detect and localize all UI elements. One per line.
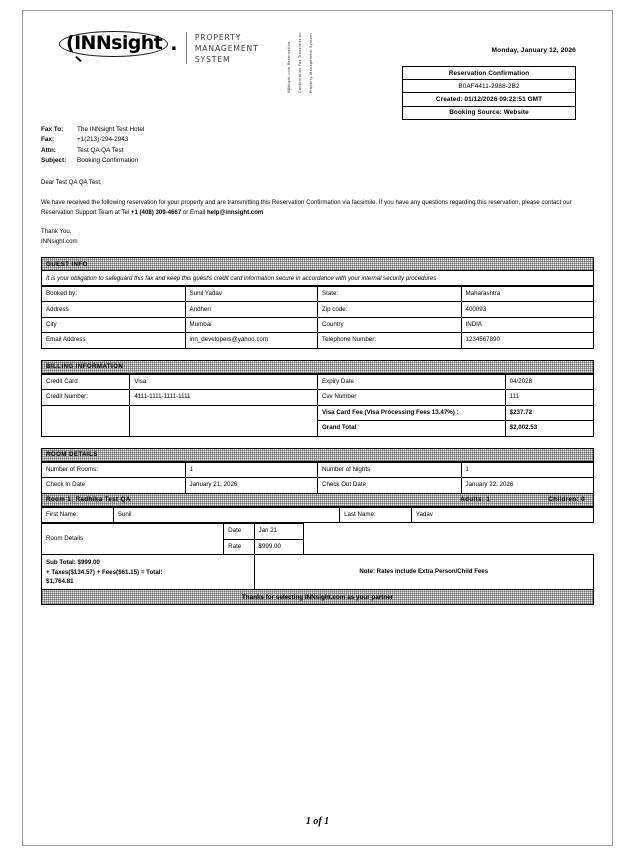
- fax-meta-row-attn: [41, 146, 594, 156]
- nights-value: 1: [461, 462, 594, 477]
- zip-value: 400093: [461, 302, 594, 317]
- table-row: [42, 374, 594, 389]
- creditnumber-label: Credit Number:: [42, 390, 130, 405]
- fax-meta-row-fax: [41, 135, 594, 145]
- room-details-row-label: Room Details: [42, 524, 224, 555]
- logo-oval-icon: [59, 31, 168, 57]
- table-row: [42, 302, 594, 317]
- grand-total-value: $2,002.53: [505, 421, 593, 436]
- subject-value: Booking Confirmation: [77, 157, 139, 165]
- totals-cell: [42, 555, 255, 590]
- fax-to-value: The INNsight Test Hotel: [77, 126, 145, 133]
- table-row: [42, 478, 594, 493]
- room-rate-table: [41, 523, 594, 590]
- fax-label: Fax:: [41, 136, 55, 144]
- table-row: [42, 462, 594, 477]
- billing-info-table: [41, 374, 594, 437]
- rate-date-label: Date: [224, 524, 254, 539]
- room-1-occupancy: [460, 496, 589, 503]
- billing-spacer-cell-2: [130, 405, 318, 436]
- thanks-banner: Thanks for selecting INNsight.com as your partner: [41, 590, 594, 605]
- checkin-label: Check In Date: [42, 478, 186, 493]
- lastname-label: Last Name:: [340, 507, 412, 522]
- guest-info-band: [41, 257, 594, 271]
- cvv-value: 111: [505, 390, 593, 405]
- logo-wordmark: [59, 31, 177, 57]
- guest-info-section: [41, 257, 594, 349]
- letter-salutation: Dear Test QA QA Test,: [41, 178, 102, 186]
- logo-tagline-line3: SYSTEM: [194, 55, 231, 64]
- rate-label: Rate: [224, 539, 254, 554]
- visa-fee-label: Visa Card Fee (Visa Processing Fees 13.47%) :: [317, 405, 505, 420]
- room-details-section: [41, 448, 594, 606]
- rooms-label: Number of Rooms:: [42, 462, 186, 477]
- signoff-line2: INNsight.com: [41, 237, 78, 245]
- billing-info-section: [41, 360, 594, 437]
- rooms-value: 1: [185, 462, 317, 477]
- nights-label: Number of Nights: [317, 462, 461, 477]
- table-row: [42, 286, 594, 301]
- created-timestamp: Created: 01/12/2026 09:22:51 GMT: [403, 93, 575, 106]
- address-value: Andheri: [185, 302, 317, 317]
- checkout-label: Check Out Date: [317, 478, 461, 493]
- letter-body-part2: or Email: [181, 209, 207, 217]
- rate-blank-cell: [304, 524, 594, 539]
- state-value: Maharashtra: [461, 286, 594, 301]
- billing-info-title: BILLING INFORMATION: [46, 363, 124, 371]
- signoff-line1: Thank You,: [41, 228, 72, 236]
- page-number: 1 of 1: [305, 816, 330, 827]
- billing-spacer-cell: [42, 405, 130, 436]
- table-row: [42, 555, 594, 590]
- room-guest-name-table: [41, 507, 594, 523]
- room-details-band: [41, 448, 594, 462]
- guest-info-table: [41, 286, 594, 349]
- logo-brand-suffix: sight: [111, 32, 163, 54]
- logo-brand-text: (INN: [66, 32, 112, 54]
- totals-breakdown: + Taxes($134.57) + Fees($61.15) = Total:: [46, 568, 163, 576]
- bookedby-value: Sunil Yadav: [185, 286, 317, 301]
- letter-support-phone: +1 (408) 309-4667: [130, 209, 182, 217]
- checkin-value: January 21, 2026: [185, 478, 317, 493]
- guest-info-title: GUEST INFO: [46, 260, 88, 268]
- logo-divider: [186, 32, 187, 64]
- table-row: [42, 507, 594, 522]
- table-row: [42, 524, 594, 539]
- letter-body: [41, 198, 593, 218]
- document-date: Monday, January 12, 2026: [491, 47, 576, 54]
- lastname-value: Yadav: [411, 507, 593, 522]
- state-label: State:: [317, 286, 461, 301]
- country-label: Country: [317, 317, 461, 332]
- rate-date-value: Jan 21: [254, 524, 304, 539]
- fax-meta-block: [41, 125, 594, 167]
- table-row: [42, 317, 594, 332]
- subject-label: Subject:: [41, 157, 67, 165]
- confirmation-number: B0AF4411-2988-2B2: [403, 80, 575, 93]
- logo-tagline-line2: MANAGEMENT: [194, 44, 259, 53]
- fax-meta-row-subject: [41, 156, 594, 166]
- expiry-label: Expiry Date: [317, 374, 505, 389]
- guest-info-notice: It is your obligation to safeguard this fax and keep this guest's credit card information secure in accordance with your internal security procedures: [41, 271, 594, 286]
- fax-value: +1(213)-294-2943: [77, 136, 129, 144]
- address-label: Address: [42, 302, 186, 317]
- reservation-confirmation-box: [402, 66, 576, 120]
- children-count: Children: 0: [548, 496, 585, 504]
- city-label: City: [42, 317, 186, 332]
- vertical-stamp-col2: Confirmation Fax Transmission: [298, 32, 303, 93]
- country-value: INDIA: [461, 317, 594, 332]
- attn-label: Attn:: [41, 146, 56, 154]
- letter-body-part1: We have received the following reservation for your property and are transmitting this Reservation Confirmation via facsimile. If you have any questions regarding this reservation, please contact our Reservation Support Team at Tel: [41, 199, 572, 217]
- document-header: [41, 23, 594, 117]
- totals-amount: $1,764.81: [46, 577, 74, 585]
- innsight-logo: [59, 31, 259, 65]
- room-1-title: Room 1: Radhika Test QA: [46, 496, 131, 504]
- checkout-value: January 22, 2026: [461, 478, 594, 493]
- vertical-stamp-col3: Property Management System: [309, 33, 314, 93]
- vertical-stamp: [287, 32, 314, 93]
- room-details-table: [41, 462, 594, 494]
- rate-blank-cell-2: [304, 539, 594, 554]
- letter-signoff: [41, 227, 594, 246]
- sub-total: Sub Total: $999.00: [46, 559, 100, 567]
- vertical-stamp-col1: INNsight.com Reservation: [287, 41, 291, 93]
- table-row: [42, 405, 594, 420]
- adults-count: Adults: 1: [460, 496, 491, 504]
- email-label: Email Address: [42, 333, 186, 348]
- creditcard-value: Visa: [130, 374, 318, 389]
- room-details-title: ROOM DETAILS: [46, 451, 98, 459]
- letter-support-email: help@innsight.com: [206, 209, 264, 217]
- firstname-label: First Name:: [42, 507, 114, 522]
- rate-note: Note: Rates include Extra Person/Child Fees: [359, 568, 489, 576]
- logo-period: .: [170, 32, 177, 55]
- creditnumber-value: 4111-1111-1111-1111: [130, 390, 318, 405]
- fax-to-label: Fax To:: [41, 126, 64, 133]
- rate-value: $999.00: [254, 539, 304, 554]
- room-1-band: [41, 494, 594, 507]
- reservation-box-title: Reservation Confirmation: [403, 67, 575, 80]
- logo-tagline: [195, 31, 259, 65]
- cvv-label: Cvv Number: [317, 390, 505, 405]
- table-row: [42, 390, 594, 405]
- city-value: Mumbai: [185, 317, 317, 332]
- attn-value: Test QA QA Test: [77, 146, 124, 154]
- visa-fee-value: $237.72: [505, 405, 593, 420]
- email-value: inn_developers@yahoo.com: [185, 333, 317, 348]
- grand-total-label: Grand Total: [317, 421, 505, 436]
- logo-tagline-line1: PROPERTY: [194, 33, 242, 42]
- fax-meta-row-faxto: [41, 125, 594, 135]
- telephone-value: 1234567890: [461, 333, 594, 348]
- table-row: [42, 333, 594, 348]
- bookedby-label: Booked by:: [42, 286, 186, 301]
- zip-label: Zip code:: [317, 302, 461, 317]
- creditcard-label: Credit Card: [42, 374, 130, 389]
- firstname-value: Sunil: [113, 507, 339, 522]
- billing-info-band: [41, 360, 594, 374]
- fax-page: [22, 10, 613, 846]
- expiry-value: 04/2028: [505, 374, 593, 389]
- rate-note-cell: [254, 555, 593, 590]
- telephone-label: Telephone Number:: [317, 333, 461, 348]
- booking-source: Booking Source: Website: [403, 107, 575, 120]
